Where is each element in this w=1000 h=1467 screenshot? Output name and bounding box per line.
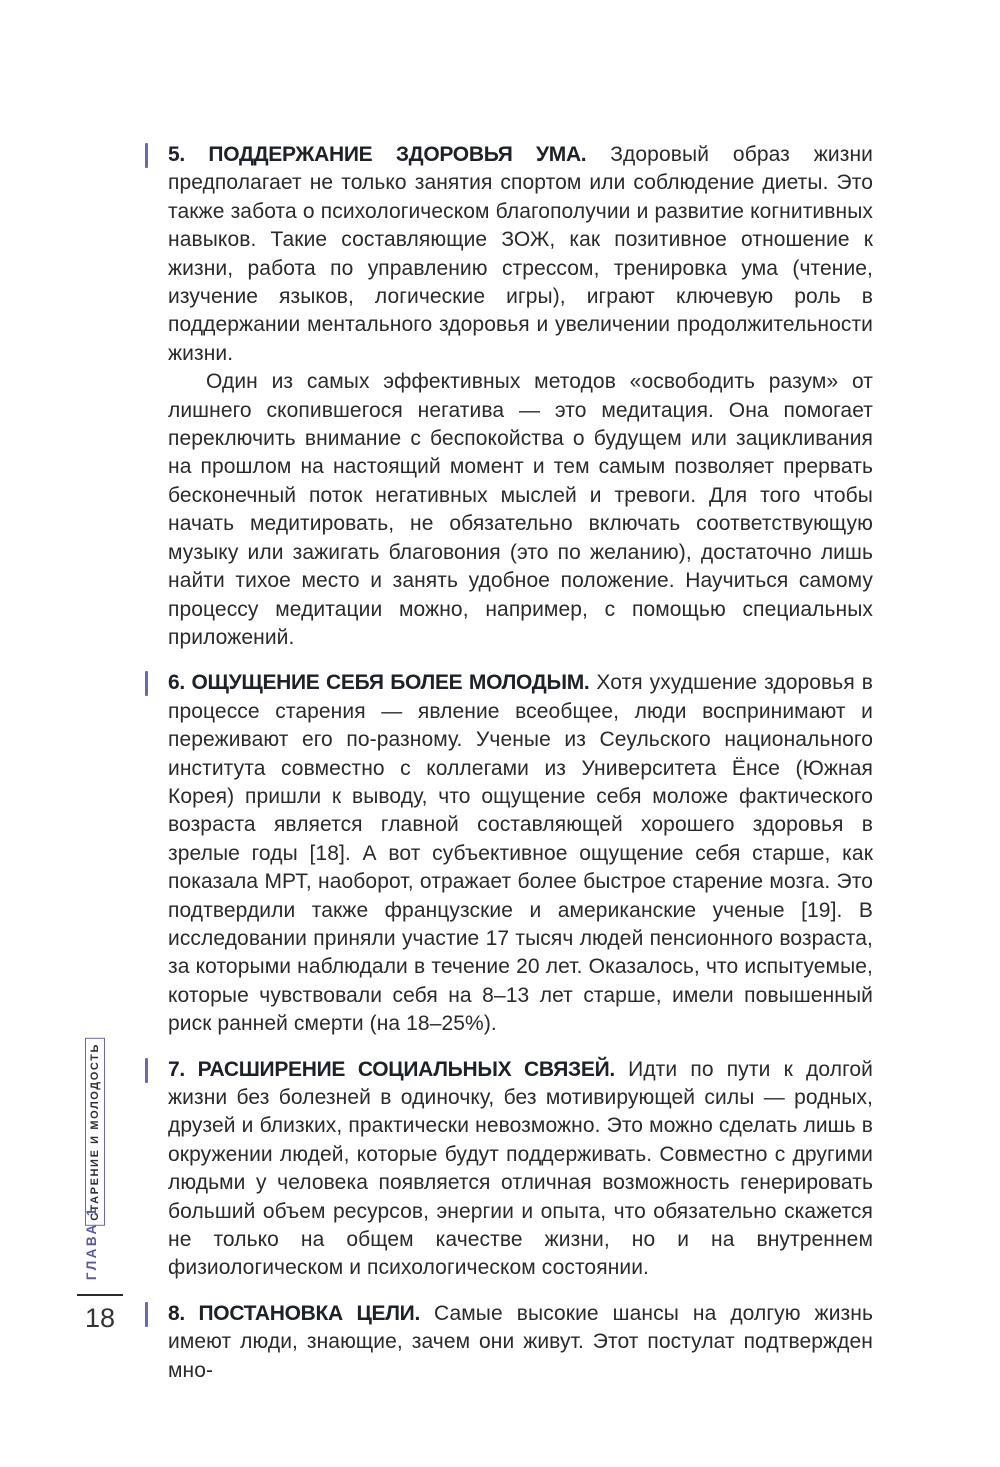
chapter-label: ГЛАВА 1 xyxy=(84,1206,99,1281)
section-heading: 6. ОЩУЩЕНИЕ СЕБЯ БОЛЕЕ МОЛОДЫМ. xyxy=(168,671,590,695)
text-column xyxy=(168,141,873,1385)
section-lead-text: Идти по пути к долгой жизни без болезней в одиночку, без мотивирующей силы — родных, друзей и близких, практически невозможно. Это можно сделать лишь в окружении людей, которые будут поддерживать. Совместно с другими людьми у человека появляется отличная возможность генерировать больший объем ресурсов, энергии и опыта, что обязательно скажется не только на общем качестве жизни, но и на внутреннем физиологическом и психологическом состоянии. xyxy=(168,1057,873,1280)
section-heading: 8. ПОСТАНОВКА ЦЕЛИ. xyxy=(168,1301,420,1325)
heading-accent-bar xyxy=(145,671,148,696)
chapter-title-box: СТАРЕНИЕ И МОЛОДОСТЬ xyxy=(85,1038,105,1226)
section-lead-paragraph xyxy=(168,141,873,368)
section-lead-text: Хотя ухудшение здоровья в процессе старения — явление всеобщее, люди воспринимают и переживают его по-разному. Ученые из Сеульского национального института совместно с коллегами из Университета Ёнсе (Южная Корея) пришли к выводу, что ощущение себя моложе фактического возраста является главной составляющей хорошего здоровья в зрелые годы [18]. А вот субъективное ощущение себя старше, как показала МРТ, наоборот, отражает более быстрое старение мозга. Это подтвердили также французские и американские ученые [19]. В исследовании приняли участие 17 тысяч людей пенсионного возраста, за которыми наблюдали в течение 20 лет. Оказалось, что испытуемые, которые чувствовали себя на 8–13 лет старше, имели повышенный риск ранней смерти (на 18–25%). xyxy=(168,671,874,1036)
section-heading: 7. РАСШИРЕНИЕ СОЦИАЛЬНЫХ СВЯЗЕЙ. xyxy=(168,1057,615,1081)
body-paragraph: Один из самых эффективных методов «освободить разум» от лишнего скопившегося негатива — это медитация. Она помогает переключить внимание с беспокойства о будущем или зацикливания на прошлом на настоящий момент и тем самым позволяет прервать бесконечный поток негативных мыслей и тревоги. Для того чтобы начать медитировать, не обязательно включать соответствующую музыку или зажигать благовония (это по желанию), достаточно лишь найти тихое место и занять удобное положение. Научиться самому процессу медитации можно, например, с помощью специальных приложений. xyxy=(168,370,873,649)
heading-accent-bar xyxy=(145,1302,148,1327)
heading-accent-bar xyxy=(145,143,148,168)
section-8-goal-setting xyxy=(168,1300,873,1385)
heading-accent-bar xyxy=(145,1058,148,1083)
section-lead-text: Самые высокие шансы на долгую жизнь имеют люди, знающие, зачем они живут. Этот постулат подтвержден мно- xyxy=(168,1301,873,1382)
section-lead-paragraph xyxy=(168,1300,873,1385)
section-7-social-ties xyxy=(168,1056,873,1283)
section-6-feeling-younger xyxy=(168,669,873,1038)
folio-rule xyxy=(77,1294,123,1296)
section-lead-paragraph xyxy=(168,669,873,1038)
section-lead-paragraph xyxy=(168,1056,873,1283)
section-heading: 5. ПОДДЕРЖАНИЕ ЗДОРОВЬЯ УМА. xyxy=(168,143,587,166)
section-lead-text: Здоровый образ жизни предполагает не только занятия спортом или соблюдение диеты. Это также забота о психологическом благополучии и развитие когнитивных навыков. Такие составляющие ЗОЖ, как позитивное отношение к жизни, работа по управлению стрессом, тренировка ума (чтение, изучение языков, логические игры), играют ключевую роль в поддержании ментального здоровья и увеличении продолжительности жизни. xyxy=(168,143,874,365)
page-number: 18 xyxy=(84,1303,116,1333)
section-5-mental-health xyxy=(168,141,873,652)
